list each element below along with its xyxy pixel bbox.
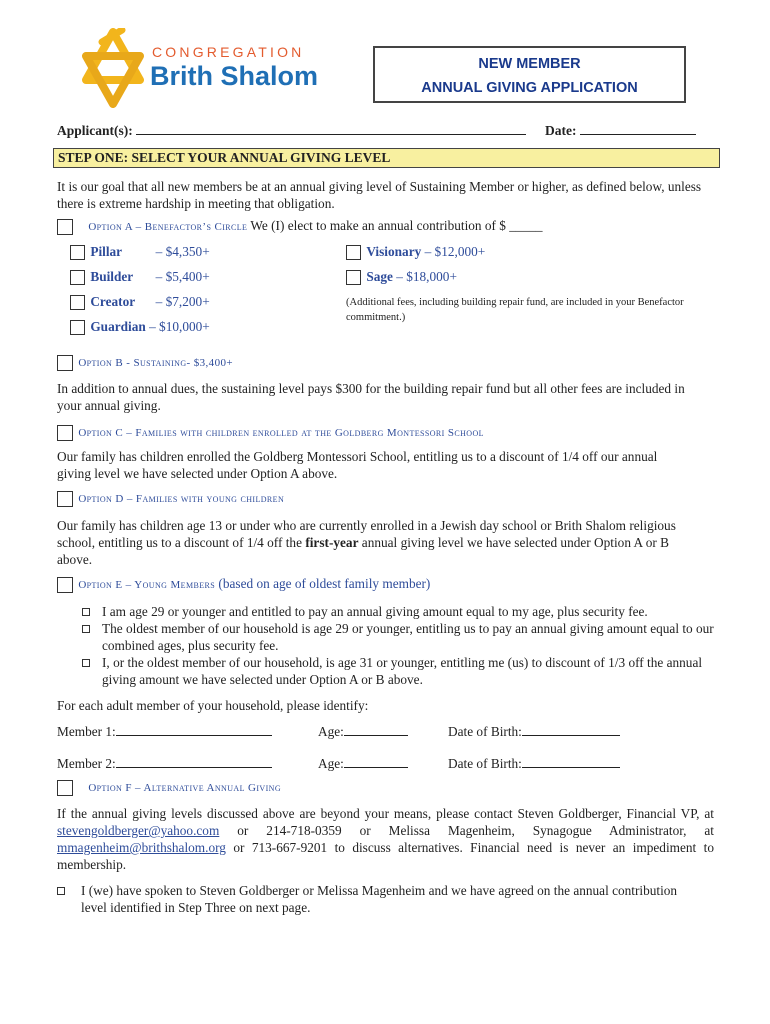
option-f-text-1: If the annual giving levels discussed above are beyond your means, please contact Steven Goldberger, Financial VP, at [57,806,714,821]
sage-name: Sage [366,269,393,284]
option-b-row [57,354,233,371]
member-1-row [57,723,272,740]
option-e-item-2-checkbox[interactable] [82,625,90,633]
pillar-amount: – $4,350+ [155,244,210,259]
option-f-row [57,779,281,796]
member-2-row [57,755,272,772]
level-pillar [70,244,210,260]
member-2-age [318,755,408,772]
option-e-item-1 [82,603,722,620]
member-2-dob-field[interactable] [522,755,620,768]
guardian-amount: – $10,000+ [149,319,210,334]
option-b-text: In addition to annual dues, the sustaining level pays $300 for the building repair fund but all other fees are included in your annual giving. [57,381,685,413]
date-field[interactable] [580,122,696,135]
intro-text: It is our goal that all new members be at an annual giving level of Sustaining Member or higher, as defined below, unless there is extreme hardship in meeting that obligation. [57,179,702,211]
form-title-line2: ANNUAL GIVING APPLICATION [421,80,638,96]
option-e-item-3 [82,654,722,688]
applicant-label: Applicant(s): [57,123,133,138]
member-2-age-field[interactable] [344,755,408,768]
form-title-line1: NEW MEMBER [478,56,581,72]
option-f-label: Option F – Alternative Annual Giving [88,782,282,794]
applicant-row [57,122,526,139]
option-d-text [57,517,707,568]
option-e-checkbox[interactable] [57,577,73,593]
creator-checkbox[interactable] [70,295,85,310]
member-1-dob-field[interactable] [522,723,620,736]
member-2-age-label: Age: [318,756,344,771]
applicant-field[interactable] [136,122,526,135]
option-e-item-1-text: I am age 29 or younger and entitled to pay an annual giving amount equal to my age, plus security fee. [102,604,648,619]
option-e-row [57,576,430,593]
visionary-checkbox[interactable] [346,245,361,260]
option-e-item-3-checkbox[interactable] [82,659,90,667]
option-e-item-2-text: The oldest member of our household is age 29 or younger, entitling us to pay an annual giving amount equal to our combined ages, plus security fee. [102,621,714,653]
member-1-age-label: Age: [318,724,344,739]
option-a-row [57,218,737,235]
option-d-label: Option D – Families with young children [78,493,285,505]
option-f-agree-checkbox[interactable] [57,887,65,895]
builder-name: Builder [90,269,134,284]
option-f-checkbox[interactable] [57,780,73,796]
level-creator [70,294,210,310]
email-link-magenheim[interactable]: mmagenheim@brithshalom.org [57,840,226,855]
sage-amount: – $18,000+ [396,269,457,284]
level-visionary [346,244,485,260]
option-e-item-1-checkbox[interactable] [82,608,90,616]
form-title-box [373,46,686,103]
pillar-name: Pillar [90,244,123,259]
level-guardian [70,319,210,335]
member-2-dob [448,755,620,772]
benefactor-note: (Additional fees, including building repair fund, are included in your Benefactor commitment.) [346,297,684,323]
option-e-item-3-text: I, or the oldest member of our household, is age 31 or younger, entitling me (us) to discount of 1/3 off the annual giving amount we have selected under Option A or B above. [102,655,703,687]
option-d-row [57,490,284,507]
level-sage [346,269,457,285]
visionary-amount: – $12,000+ [424,244,486,259]
guardian-checkbox[interactable] [70,320,85,335]
option-e-sub: (based on age of oldest family member) [218,576,431,591]
org-name-line2: Brith Shalom [150,61,319,91]
option-f-text-2: or 214-718-0359 or Melissa Magenheim, Synagogue Administrator, at [237,823,715,838]
sage-checkbox[interactable] [346,270,361,285]
member-2-label: Member 2: [57,756,116,771]
date-row [545,122,696,139]
option-d-text-before: Our family has children age 13 or under who are currently enrolled in a Jewish day school or Brith Shalom religious school, entitling us to a discount of 1/4 off the [57,518,676,550]
member-1-age [318,723,408,740]
star-of-david-icon [78,28,148,108]
option-a-label: Option A – Benefactor’s Circle [88,221,248,233]
option-d-text-after: annual giving level we have selected under Option A or B above. [57,535,670,567]
guardian-name: Guardian [90,319,146,334]
option-e-item-2 [82,620,722,654]
org-name-line1: CONGREGATION [152,44,305,60]
option-c-row [57,424,484,441]
option-c-label: Option C – Families with children enrolled at the Goldberg Montessori School [78,427,484,439]
option-a-text: We (I) elect to make an annual contribution of $ _____ [250,218,543,233]
member-1-label: Member 1: [57,724,116,739]
option-f-text [57,805,714,873]
member-1-age-field[interactable] [344,723,408,736]
option-c-text: Our family has children enrolled the Goldberg Montessori School, entitling us to a discount of 1/4 off our annual giving level we have selected under Option A above. [57,449,658,481]
visionary-name: Visionary [366,244,422,259]
level-builder [70,269,210,285]
option-e-label: Option E – Young Members [78,579,216,591]
date-label: Date: [545,123,577,138]
creator-name: Creator [90,294,136,309]
email-link-goldberger[interactable]: stevengoldberger@yahoo.com [57,823,220,838]
member-1-dob [448,723,620,740]
option-d-text-bold: first-year [305,535,359,550]
pillar-checkbox[interactable] [70,245,85,260]
member-2-field[interactable] [116,755,272,768]
option-d-checkbox[interactable] [57,491,73,507]
identify-text: For each adult member of your household, please identify: [57,698,369,713]
step-one-header: STEP ONE: SELECT YOUR ANNUAL GIVING LEVEL [53,148,720,168]
member-2-dob-label: Date of Birth: [448,756,522,771]
builder-amount: – $5,400+ [155,269,210,284]
option-f-agree-text: I (we) have spoken to Steven Goldberger or Melissa Magenheim and we have agreed on the annual contribution level identified in Step Three on next page. [81,883,678,915]
builder-checkbox[interactable] [70,270,85,285]
logo [78,28,318,108]
option-f-agree [57,882,697,916]
member-1-field[interactable] [116,723,272,736]
option-c-checkbox[interactable] [57,425,73,441]
option-b-checkbox[interactable] [57,355,73,371]
option-b-label: Option B - Sustaining- $3,400+ [78,357,233,369]
creator-amount: – $7,200+ [155,294,210,309]
option-f-text-3: or 713-667-9201 to discuss alternatives. Financial need is never an impediment to membership. [57,840,714,872]
option-a-checkbox[interactable] [57,219,73,235]
member-1-dob-label: Date of Birth: [448,724,522,739]
